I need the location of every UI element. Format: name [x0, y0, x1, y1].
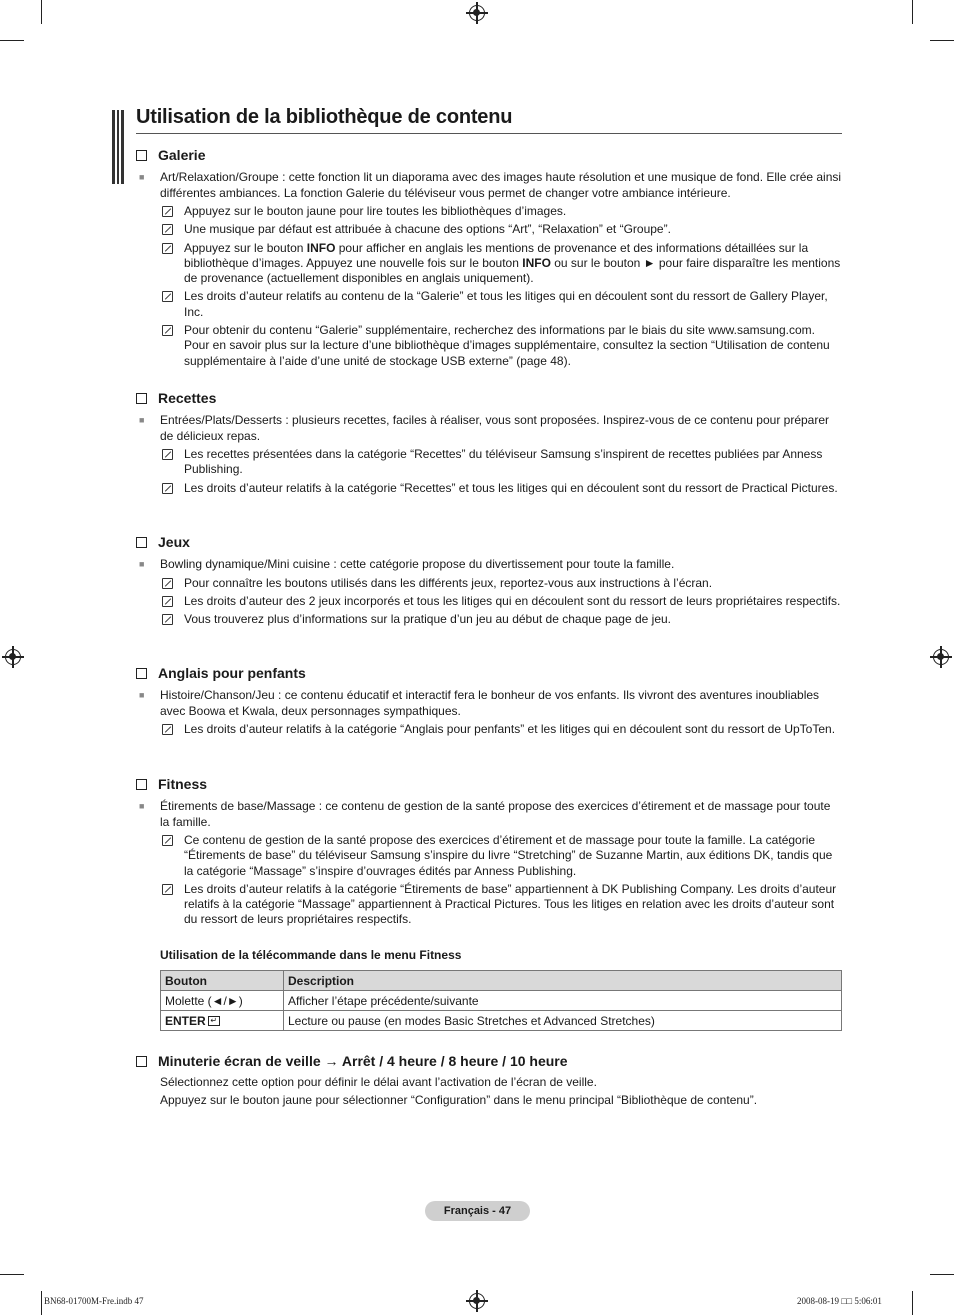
note-text: Une musique par défaut est attribuée à chacune des options “Art”, “Relaxation” et “Groupe”. — [184, 222, 671, 237]
note-icon — [160, 222, 184, 237]
note-text: Les droits d’auteur relatifs à la catégorie “Étirements de base” appartiennent à DK Publishing Company. Les droits d’auteur relatifs à la catégorie “Massage” appartiennent à Practical Pictures. Tous les litiges en relation avec les droits d’auteur sont du ressort de leurs propriétaires respectifs. — [184, 881, 837, 927]
checkbox-icon — [136, 668, 147, 679]
registration-mark-top-icon — [469, 5, 485, 21]
note-icon — [160, 833, 184, 879]
note-text: Pour connaître les boutons utilisés dans les différents jeux, reportez-vous aux instructions à l’écran. — [184, 575, 713, 590]
checkbox-icon — [136, 150, 147, 161]
table-cell: Afficher l’étape précédente/suivante — [284, 991, 842, 1011]
section-heading: Minuterie écran de veille → Arrêt / 4 heure / 8 heure / 10 heure — [158, 1053, 568, 1069]
fitness-remote-table — [160, 970, 842, 1031]
note-text: Appuyez sur le bouton jaune pour lire toutes les bibliothèques d’images. — [184, 204, 567, 218]
section-fitness — [136, 775, 842, 928]
table-cell: Lecture ou pause (en modes Basic Stretches et Advanced Stretches) — [284, 1011, 842, 1031]
chapter-marker — [112, 110, 124, 184]
note-icon — [160, 612, 184, 627]
section-heading: Recettes — [158, 390, 217, 406]
note-icon — [160, 204, 184, 219]
note-icon — [160, 241, 184, 287]
note-text: Appuyez sur le bouton INFO pour afficher en anglais les mentions de provenance et des informations détaillées sur la bibliothèque d’images. Appuyez une nouvelle fois sur le bouton INFO ou sur le bouton ► pour faire disparaître les mentions de provenance (actuellement disponibles en anglais uniquement). — [184, 240, 841, 286]
table-row — [161, 1011, 842, 1031]
section-heading: Fitness — [158, 776, 208, 792]
registration-mark-right-icon — [933, 649, 949, 665]
note-icon — [160, 289, 184, 320]
note-text: Les droits d’auteur relatifs à la catégorie “Anglais pour penfants” et les litiges qui en découlent sont du ressort de UpToTen. — [184, 722, 836, 736]
body-text: Appuyez sur le bouton jaune pour sélectionner “Configuration” dans le menu principal “Bibliothèque de contenu”. — [160, 1092, 758, 1107]
table-cell: ENTER — [165, 1013, 206, 1028]
table-caption: Utilisation de la télécommande dans le menu Fitness — [160, 948, 462, 962]
section-heading: Galerie — [158, 147, 206, 163]
note-icon — [160, 447, 184, 478]
registration-mark-left-icon — [5, 649, 21, 665]
section-galerie — [136, 146, 842, 369]
section-anglais — [136, 664, 842, 737]
note-icon — [160, 576, 184, 591]
page-number-badge: Français - 47 — [425, 1201, 530, 1221]
registration-mark-bottom-icon — [469, 1293, 485, 1309]
section-heading: Anglais pour penfants — [158, 665, 306, 681]
page-title: Utilisation de la bibliothèque de contenu — [136, 106, 842, 134]
section-intro: Art/Relaxation/Groupe : cette fonction lit un diaporama avec des images haute résolution et une musique de fond. Elle crée ainsi différentes ambiances. La fonction Galerie du téléviseur vous permet de changer votre ambiance intérieure. — [160, 170, 842, 200]
section-recettes — [136, 389, 842, 496]
note-text: Les recettes présentées dans la catégorie “Recettes” du téléviseur Samsung s’inspirent de recettes publiées par Anness Publishing. — [184, 447, 823, 477]
footer-timestamp: 2008-08-19 □□ 5:06:01 — [797, 1296, 882, 1306]
note-text: Les droits d’auteur relatifs à la catégorie “Recettes” et tous les litiges qui en découlent sont du ressort de Practical Pictures. — [184, 480, 838, 495]
note-icon — [160, 594, 184, 609]
square-bullet-icon: ■ — [139, 415, 145, 425]
checkbox-icon — [136, 537, 147, 548]
table-row — [161, 991, 842, 1011]
note-icon — [160, 882, 184, 928]
table-cell: Molette (◄/►) — [161, 991, 284, 1011]
footer-file-name: BN68-01700M-Fre.indb 47 — [44, 1296, 144, 1306]
note-text: Les droits d’auteur des 2 jeux incorporés et tous les litiges qui en découlent sont du ressort de leurs propriétaires respectifs. — [184, 593, 841, 608]
note-icon — [160, 722, 184, 737]
section-intro: Entrées/Plats/Desserts : plusieurs recettes, faciles à réaliser, vous sont proposées. Inspirez-vous de ce contenu pour préparer de délicieux repas. — [160, 413, 829, 443]
section-intro: Histoire/Chanson/Jeu : ce contenu éducatif et interactif fera le bonheur de vos enfants. Ils vivront des aventures inoubliables avec Boowa et Kwala, deux personnages sympathiques. — [160, 688, 820, 718]
checkbox-icon — [136, 393, 147, 404]
section-intro: Bowling dynamique/Mini cuisine : cette catégorie propose du divertissement pour toute la famille. — [160, 557, 675, 571]
note-text: Pour obtenir du contenu “Galerie” supplémentaire, recherchez des informations par le biais du site www.samsung.com. Pour en savoir plus sur la lecture d’une bibliothèque d’images supplémentaire, consultez la section “Utilisation de contenu supplémentaire à l’aide d’une unité de stockage USB externe” (page 48). — [184, 323, 830, 368]
section-minuterie — [136, 1052, 842, 1108]
section-jeux — [136, 533, 842, 627]
note-icon — [160, 323, 184, 369]
square-bullet-icon: ■ — [139, 559, 145, 569]
checkbox-icon — [136, 779, 147, 790]
square-bullet-icon: ■ — [139, 801, 145, 811]
note-text: Les droits d’auteur relatifs au contenu de la “Galerie” et tous les litiges qui en découlent sont du ressort de Gallery Player, Inc. — [184, 289, 828, 319]
section-intro: Étirements de base/Massage : ce contenu de gestion de la santé propose des exercices d’étirement et de massage pour toute la famille. — [160, 799, 831, 829]
note-text: Vous trouverez plus d’informations sur la pratique d’un jeu au début de chaque page de jeu. — [184, 612, 671, 627]
table-header: Description — [284, 971, 842, 991]
square-bullet-icon: ■ — [139, 690, 145, 700]
square-bullet-icon: ■ — [139, 172, 145, 182]
body-text: Sélectionnez cette option pour définir le délai avant l’activation de l’écran de veille. — [160, 1075, 597, 1089]
note-text: Ce contenu de gestion de la santé propose des exercices d’étirement et de massage pour toute la famille. La catégorie “Étirements de base” du téléviseur Samsung s’inspire du livre “Stretching” de Suzanne Martin, aux éditions DK, tandis que la catégorie “Massage” s’inspire d’ouvrages édités par Anness Publishing. — [184, 833, 833, 878]
note-icon — [160, 481, 184, 496]
table-header: Bouton — [161, 971, 284, 991]
checkbox-icon — [136, 1056, 147, 1067]
enter-icon: ↵ — [208, 1016, 220, 1026]
section-heading: Jeux — [158, 534, 190, 550]
